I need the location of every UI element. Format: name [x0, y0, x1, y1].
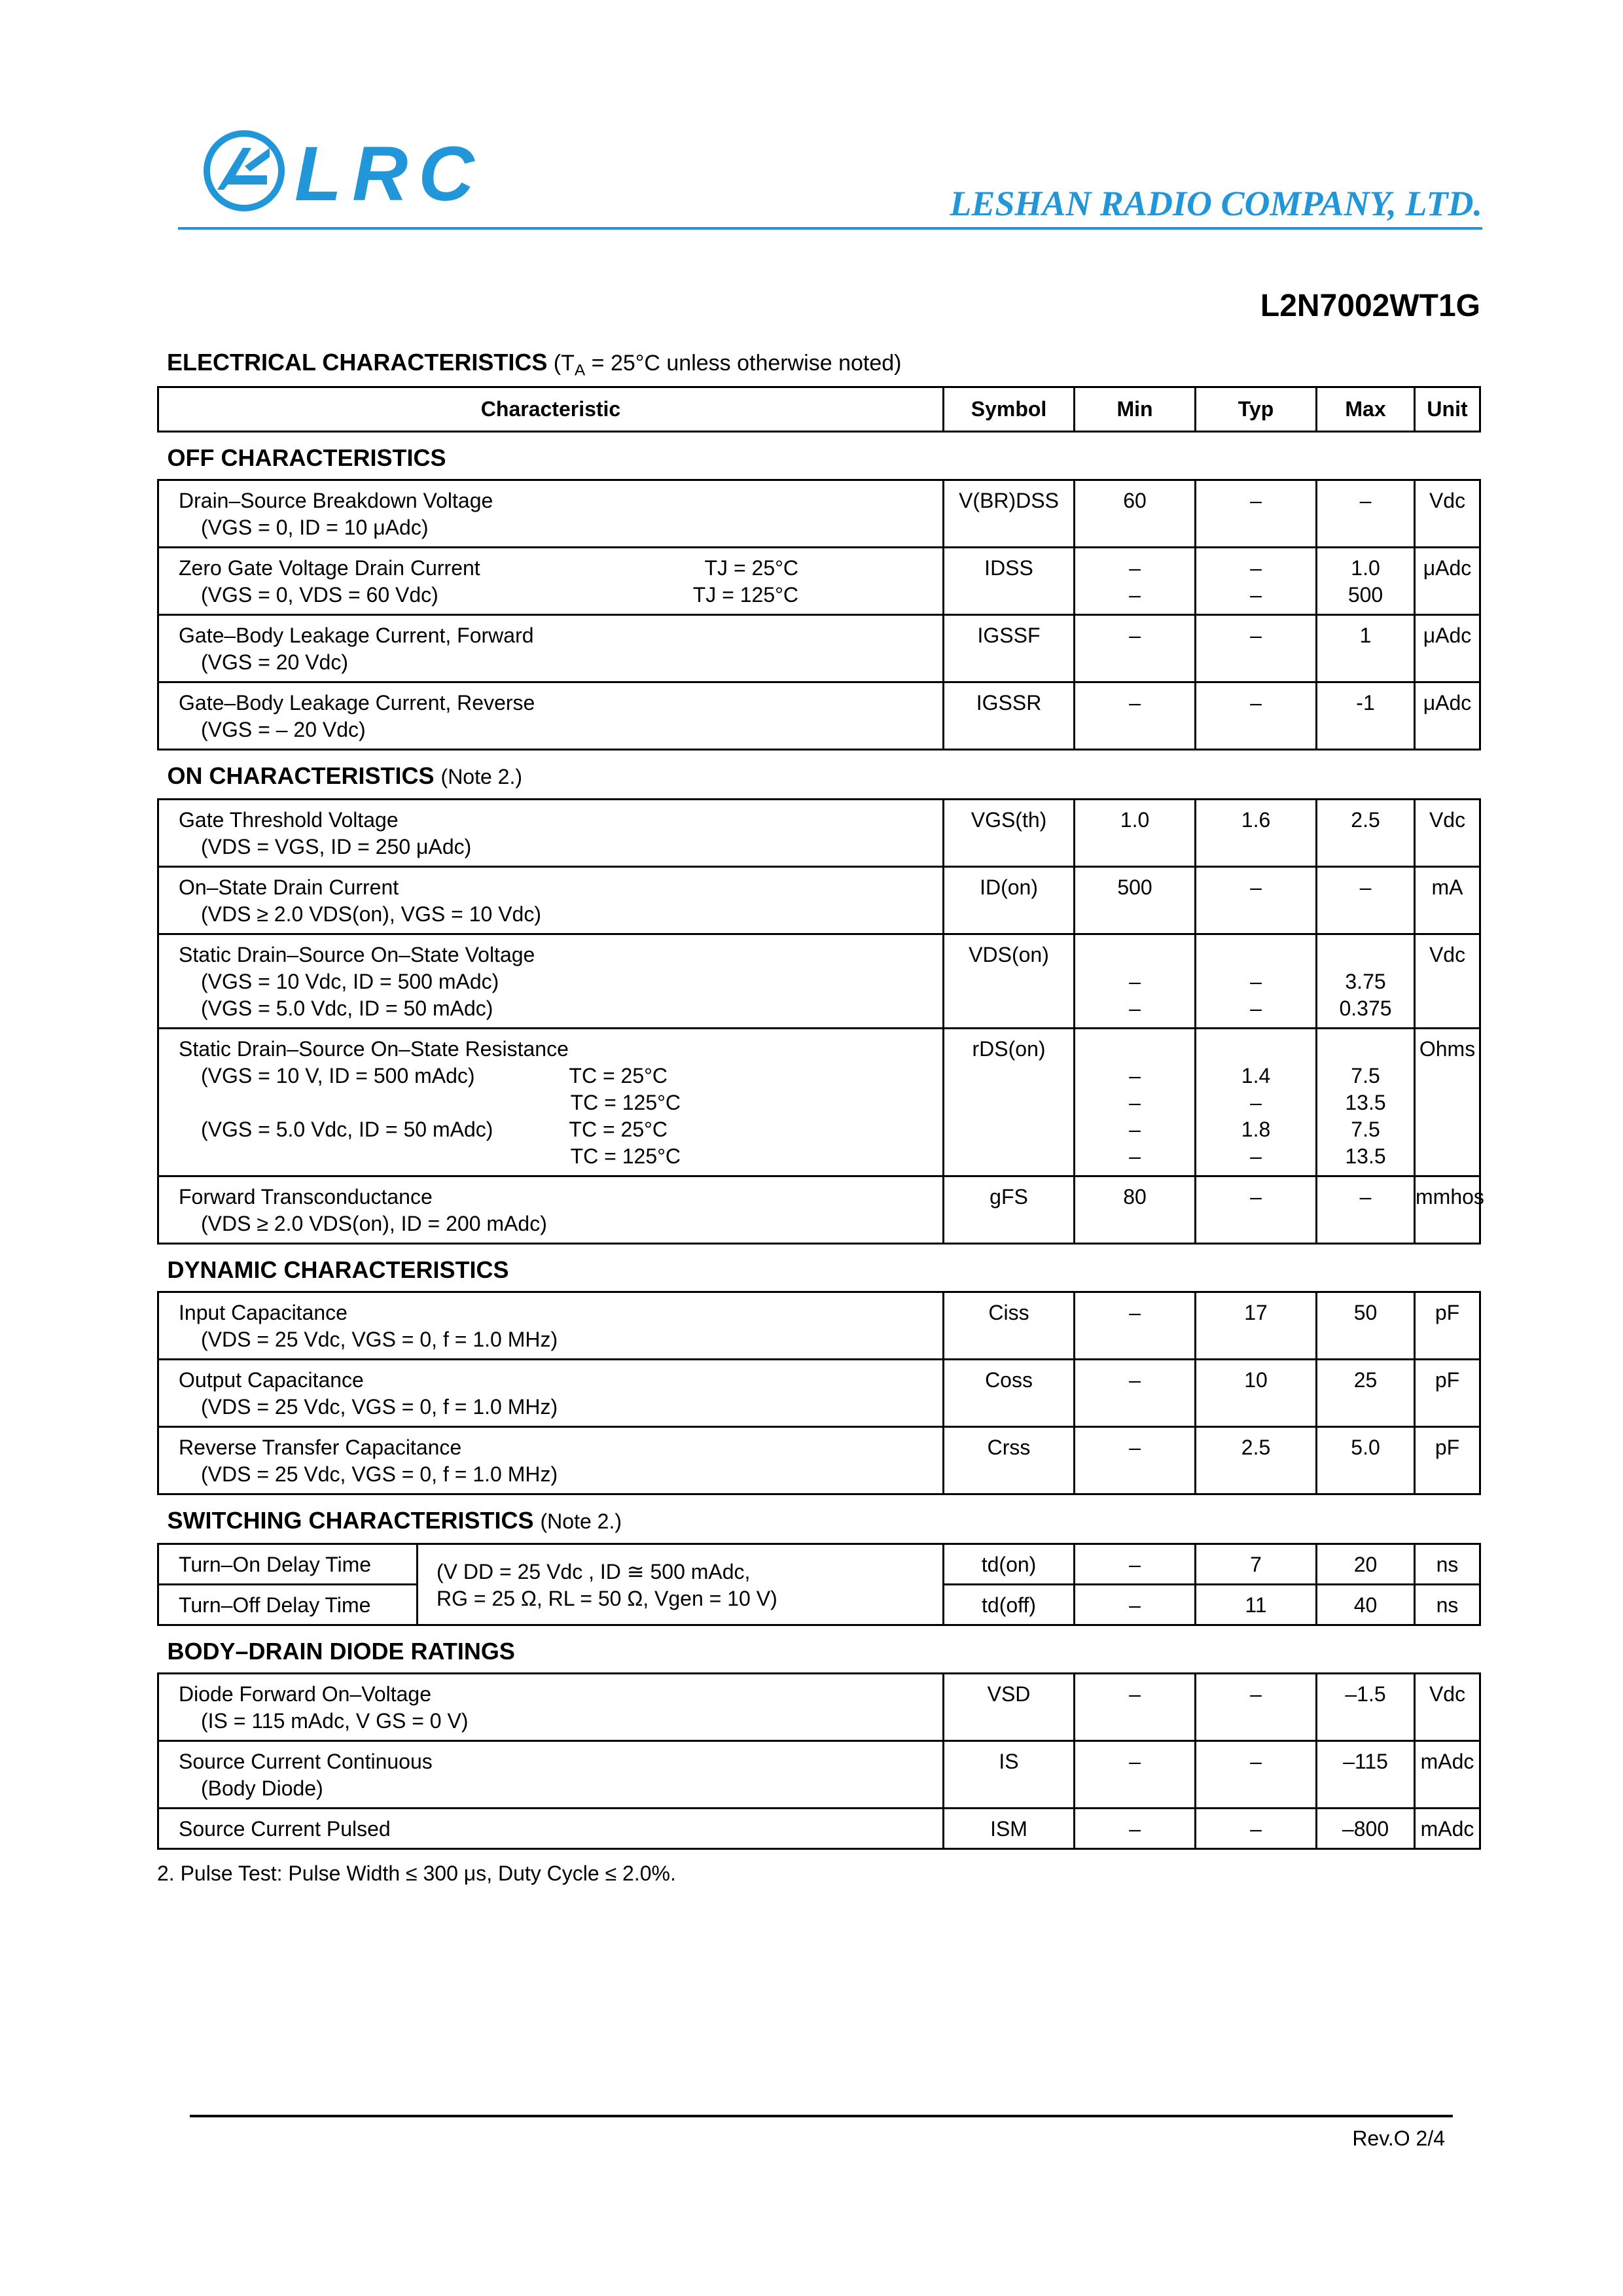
col-min: Min [1075, 387, 1196, 432]
table-row: Output Capacitance (VDS = 25 Vdc, VGS = 0, f = 1.0 MHz) Coss – 10 25 pF [158, 1360, 1480, 1427]
logo-wordmark: LRC [294, 131, 485, 217]
table-row: On–State Drain Current (VDS ≥ 2.0 VDS(on), VGS = 10 Vdc) ID(on) 500 – – mA [158, 867, 1480, 934]
company-name: LESHAN RADIO COMPANY, LTD. [950, 184, 1482, 223]
revision-page: Rev.O 2/4 [1352, 2127, 1445, 2150]
table-row: Static Drain–Source On–State Resistance (VGS = 10 V, ID = 500 mAdc) TC = 25°C TC = 125°C (VGS = 5.0 Vdc, ID = 50 mAdc) TC = 25°C TC = 125°C rDS(on) – – – – 1.4 – 1.8 – 7.5 13.5 7.5 13.5 Ohms [158, 1029, 1480, 1176]
lrc-logo-icon [202, 128, 287, 217]
table-row: Gate–Body Leakage Current, Reverse (VGS = – 20 Vdc) IGSSR – – -1 μAdc [158, 682, 1480, 750]
section-switching: SWITCHING CHARACTERISTICS (Note 2.) [158, 1494, 1480, 1544]
col-unit: Unit [1415, 387, 1480, 432]
footnote: 2. Pulse Test: Pulse Width ≤ 300 μs, Duty Cycle ≤ 2.0%. [157, 1862, 676, 1885]
table-row: Gate–Body Leakage Current, Forward (VGS = 20 Vdc) IGSSF – – 1 μAdc [158, 615, 1480, 682]
section-on: ON CHARACTERISTICS (Note 2.) [158, 750, 1480, 800]
col-max: Max [1317, 387, 1415, 432]
part-number: L2N7002WT1G [1260, 289, 1480, 323]
section-body-drain: BODY–DRAIN DIODE RATINGS [158, 1625, 1480, 1674]
table-row: Forward Transconductance (VDS ≥ 2.0 VDS(on), ID = 200 mAdc) gFS 80 – – mmhos [158, 1176, 1480, 1244]
table-row: Source Current Continuous (Body Diode) IS – – –115 mAdc [158, 1741, 1480, 1809]
section-off: OFF CHARACTERISTICS [158, 432, 1480, 480]
electrical-characteristics-table [157, 386, 1484, 1850]
switching-conditions: (V DD = 25 Vdc , ID ≅ 500 mAdc, RG = 25 Ω, RL = 50 Ω, Vgen = 10 V) [418, 1544, 944, 1625]
table-row: Gate Threshold Voltage (VDS = VGS, ID = 250 μAdc) VGS(th) 1.0 1.6 2.5 Vdc [158, 800, 1480, 867]
electrical-characteristics-title: ELECTRICAL CHARACTERISTICS ($T_A = 25^\circ C$ unless otherwise noted) [167, 349, 902, 380]
table-header-row [158, 387, 1480, 432]
footer-divider [190, 2115, 1453, 2117]
table-row: Static Drain–Source On–State Voltage (VGS = 10 Vdc, ID = 500 mAdc) (VGS = 5.0 Vdc, ID = 50 mAdc) VDS(on) – – – – 3.75 0.375 Vdc [158, 934, 1480, 1029]
table-row: Input Capacitance (VDS = 25 Vdc, VGS = 0, f = 1.0 MHz) Ciss – 17 50 pF [158, 1292, 1480, 1360]
table-row: Turn–Off Delay Time td(off) – 11 40 ns [158, 1585, 1480, 1625]
table-row: Diode Forward On–Voltage (IS = 115 mAdc, V GS = 0 V) VSD – – –1.5 Vdc [158, 1674, 1480, 1741]
col-characteristic: Characteristic [158, 387, 944, 432]
table-row: Zero Gate Voltage Drain Current TJ = 25°C (VGS = 0, VDS = 60 Vdc) TJ = 125°C IDSS – – – – 1.0 500 μAdc [158, 548, 1480, 615]
header-divider [178, 227, 1482, 230]
col-typ: Typ [1196, 387, 1317, 432]
table-row: Source Current Pulsed ISM – – –800 mAdc [158, 1809, 1480, 1849]
table-row: Drain–Source Breakdown Voltage (VGS = 0, ID = 10 μAdc) V(BR)DSS 60 – – Vdc [158, 480, 1480, 548]
section-dynamic: DYNAMIC CHARACTERISTICS [158, 1244, 1480, 1292]
table-row: Reverse Transfer Capacitance (VDS = 25 Vdc, VGS = 0, f = 1.0 MHz) Crss – 2.5 5.0 pF [158, 1427, 1480, 1494]
col-symbol: Symbol [944, 387, 1075, 432]
table-row: Turn–On Delay Time (V DD = 25 Vdc , ID ≅ 500 mAdc, RG = 25 Ω, RL = 50 Ω, Vgen = 10 V) td(on) – 7 20 ns [158, 1544, 1480, 1585]
